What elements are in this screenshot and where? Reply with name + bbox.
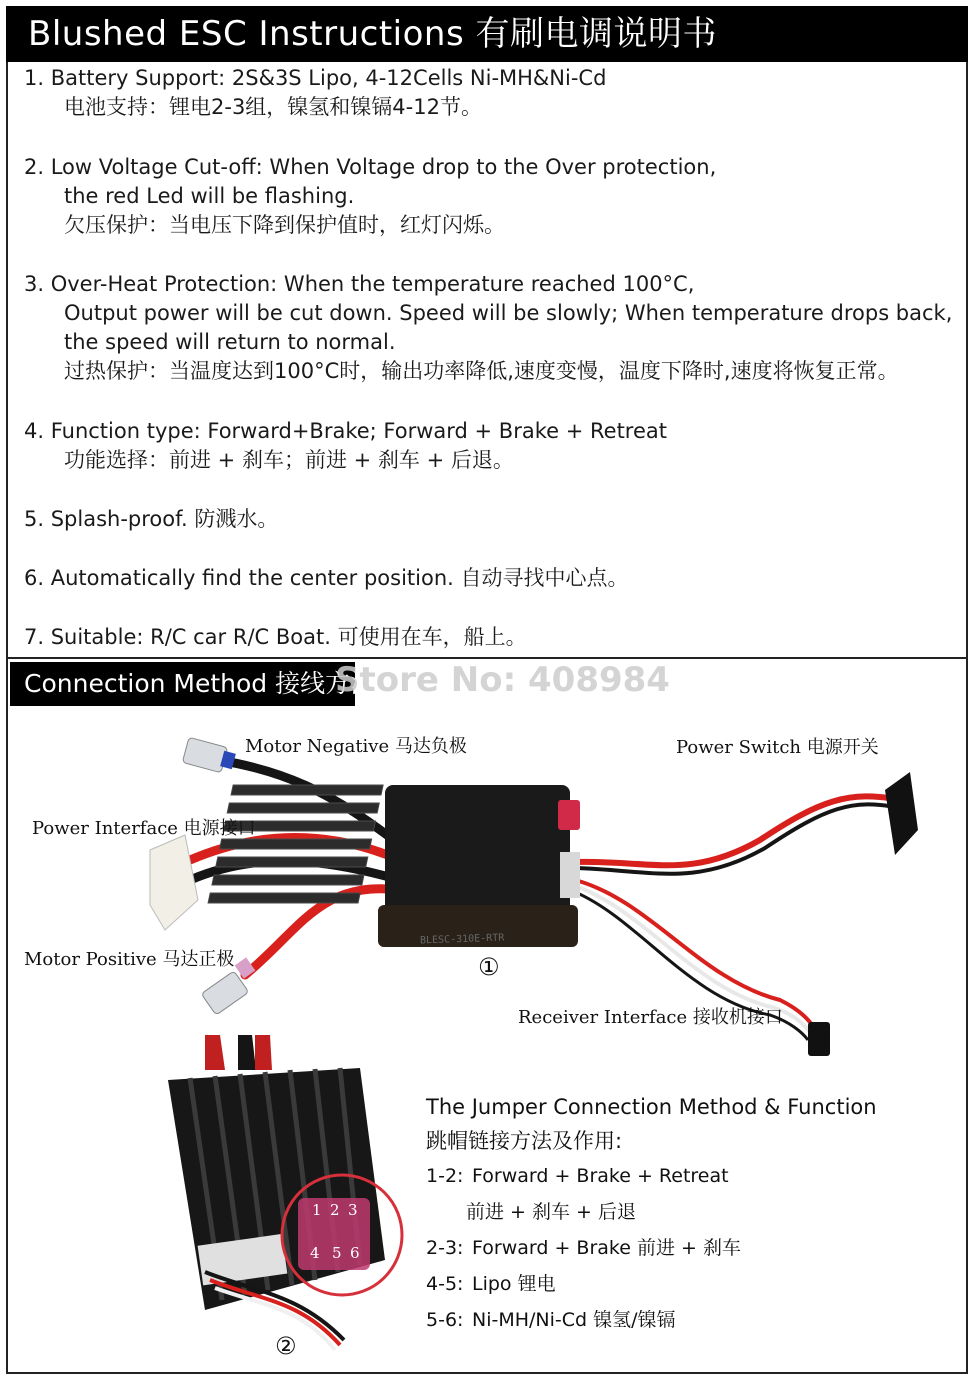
instruction-item-5: 5. Splash-proof. 防溅水。: [24, 507, 279, 531]
pin-label-6: 6: [350, 1244, 360, 1262]
instruction-item-4: 4. Function type: Forward+Brake; Forward + Brake + Retreat 功能选择：前进 + 刹车；前进 + 刹车 + 后退。: [24, 419, 667, 472]
jumper-row-1-2-cn: 前进 + 刹车 + 后退: [466, 1201, 636, 1223]
power-switch-label: Power Switch 电源开关: [676, 737, 879, 758]
esc-heatsink-top: [208, 785, 580, 947]
figure-number-2: ②: [275, 1332, 297, 1360]
receiver-interface-label: Receiver Interface 接收机接口: [518, 1007, 783, 1028]
power-interface-label: Power Interface 电源接口: [32, 818, 256, 839]
page-title: Blushed ESC Instructions 有刷电调说明书: [6, 6, 968, 62]
instruction-item-1: 1. Battery Support: 2S&3S Lipo, 4-12Cells Ni-MH&Ni-Cd 电池支持：锂电2-3组，镍氢和镍镉4-12节。: [24, 66, 607, 119]
pin-label-3: 3: [348, 1201, 358, 1219]
esc-heatsink-bottom: [168, 1035, 402, 1350]
instruction-item-2: 2. Low Voltage Cut-off: When Voltage drop to the Over protection, the red Led will be flashing. 欠压保护：当电压下降到保护值时，红灯闪烁。: [24, 155, 717, 237]
power-switch: [885, 772, 918, 855]
jumper-title-en: The Jumper Connection Method & Function: [426, 1095, 877, 1119]
connection-method-label: Connection Method 接线方法:: [10, 662, 355, 706]
pin-label-5: 5: [332, 1244, 342, 1262]
instruction-item-6: 6. Automatically find the center position. 自动寻找中心点。: [24, 566, 629, 590]
receiver-plug: [808, 1022, 830, 1056]
pin-label-4: 4: [310, 1244, 320, 1262]
jumper-row-5-6: 5-6: Ni-MH/Ni-Cd 镍氢/镍镉: [426, 1309, 676, 1331]
instruction-item-7: 7. Suitable: R/C car R/C Boat. 可使用在车，船上。: [24, 625, 527, 649]
instruction-item-3: 3. Over-Heat Protection: When the temperature reached 100°C, Output power will be cut down. Speed will be slowly; When temperature drops back, the speed will return to normal. 过热保护：当温度达到100°C时，输出功率降低,速度变慢，温度下降时,速度将恢复正常。: [24, 272, 953, 383]
pin-label-2: 2: [330, 1201, 340, 1219]
jumper-row-2-3: 2-3: Forward + Brake 前进 + 刹车: [426, 1237, 741, 1259]
figure-number-1: ①: [478, 953, 500, 981]
jumper-title-cn: 跳帽链接方法及作用:: [426, 1129, 623, 1153]
esc-model-marking: BLESC-310E-RTR: [419, 932, 505, 947]
jumper-row-1-2: 1-2: Forward + Brake + Retreat: [426, 1165, 729, 1187]
store-watermark: Store No: 408984: [335, 660, 670, 700]
motor-negative-connector: [182, 737, 236, 772]
power-interface-connector: [150, 835, 198, 930]
pin-label-1: 1: [312, 1201, 322, 1219]
jumper-function-list: [426, 1090, 946, 1338]
motor-negative-label: Motor Negative 马达负极: [245, 736, 467, 757]
jumper-row-4-5: 4-5: Lipo 锂电: [426, 1273, 556, 1295]
motor-positive-label: Motor Positive 马达正极: [24, 949, 235, 970]
